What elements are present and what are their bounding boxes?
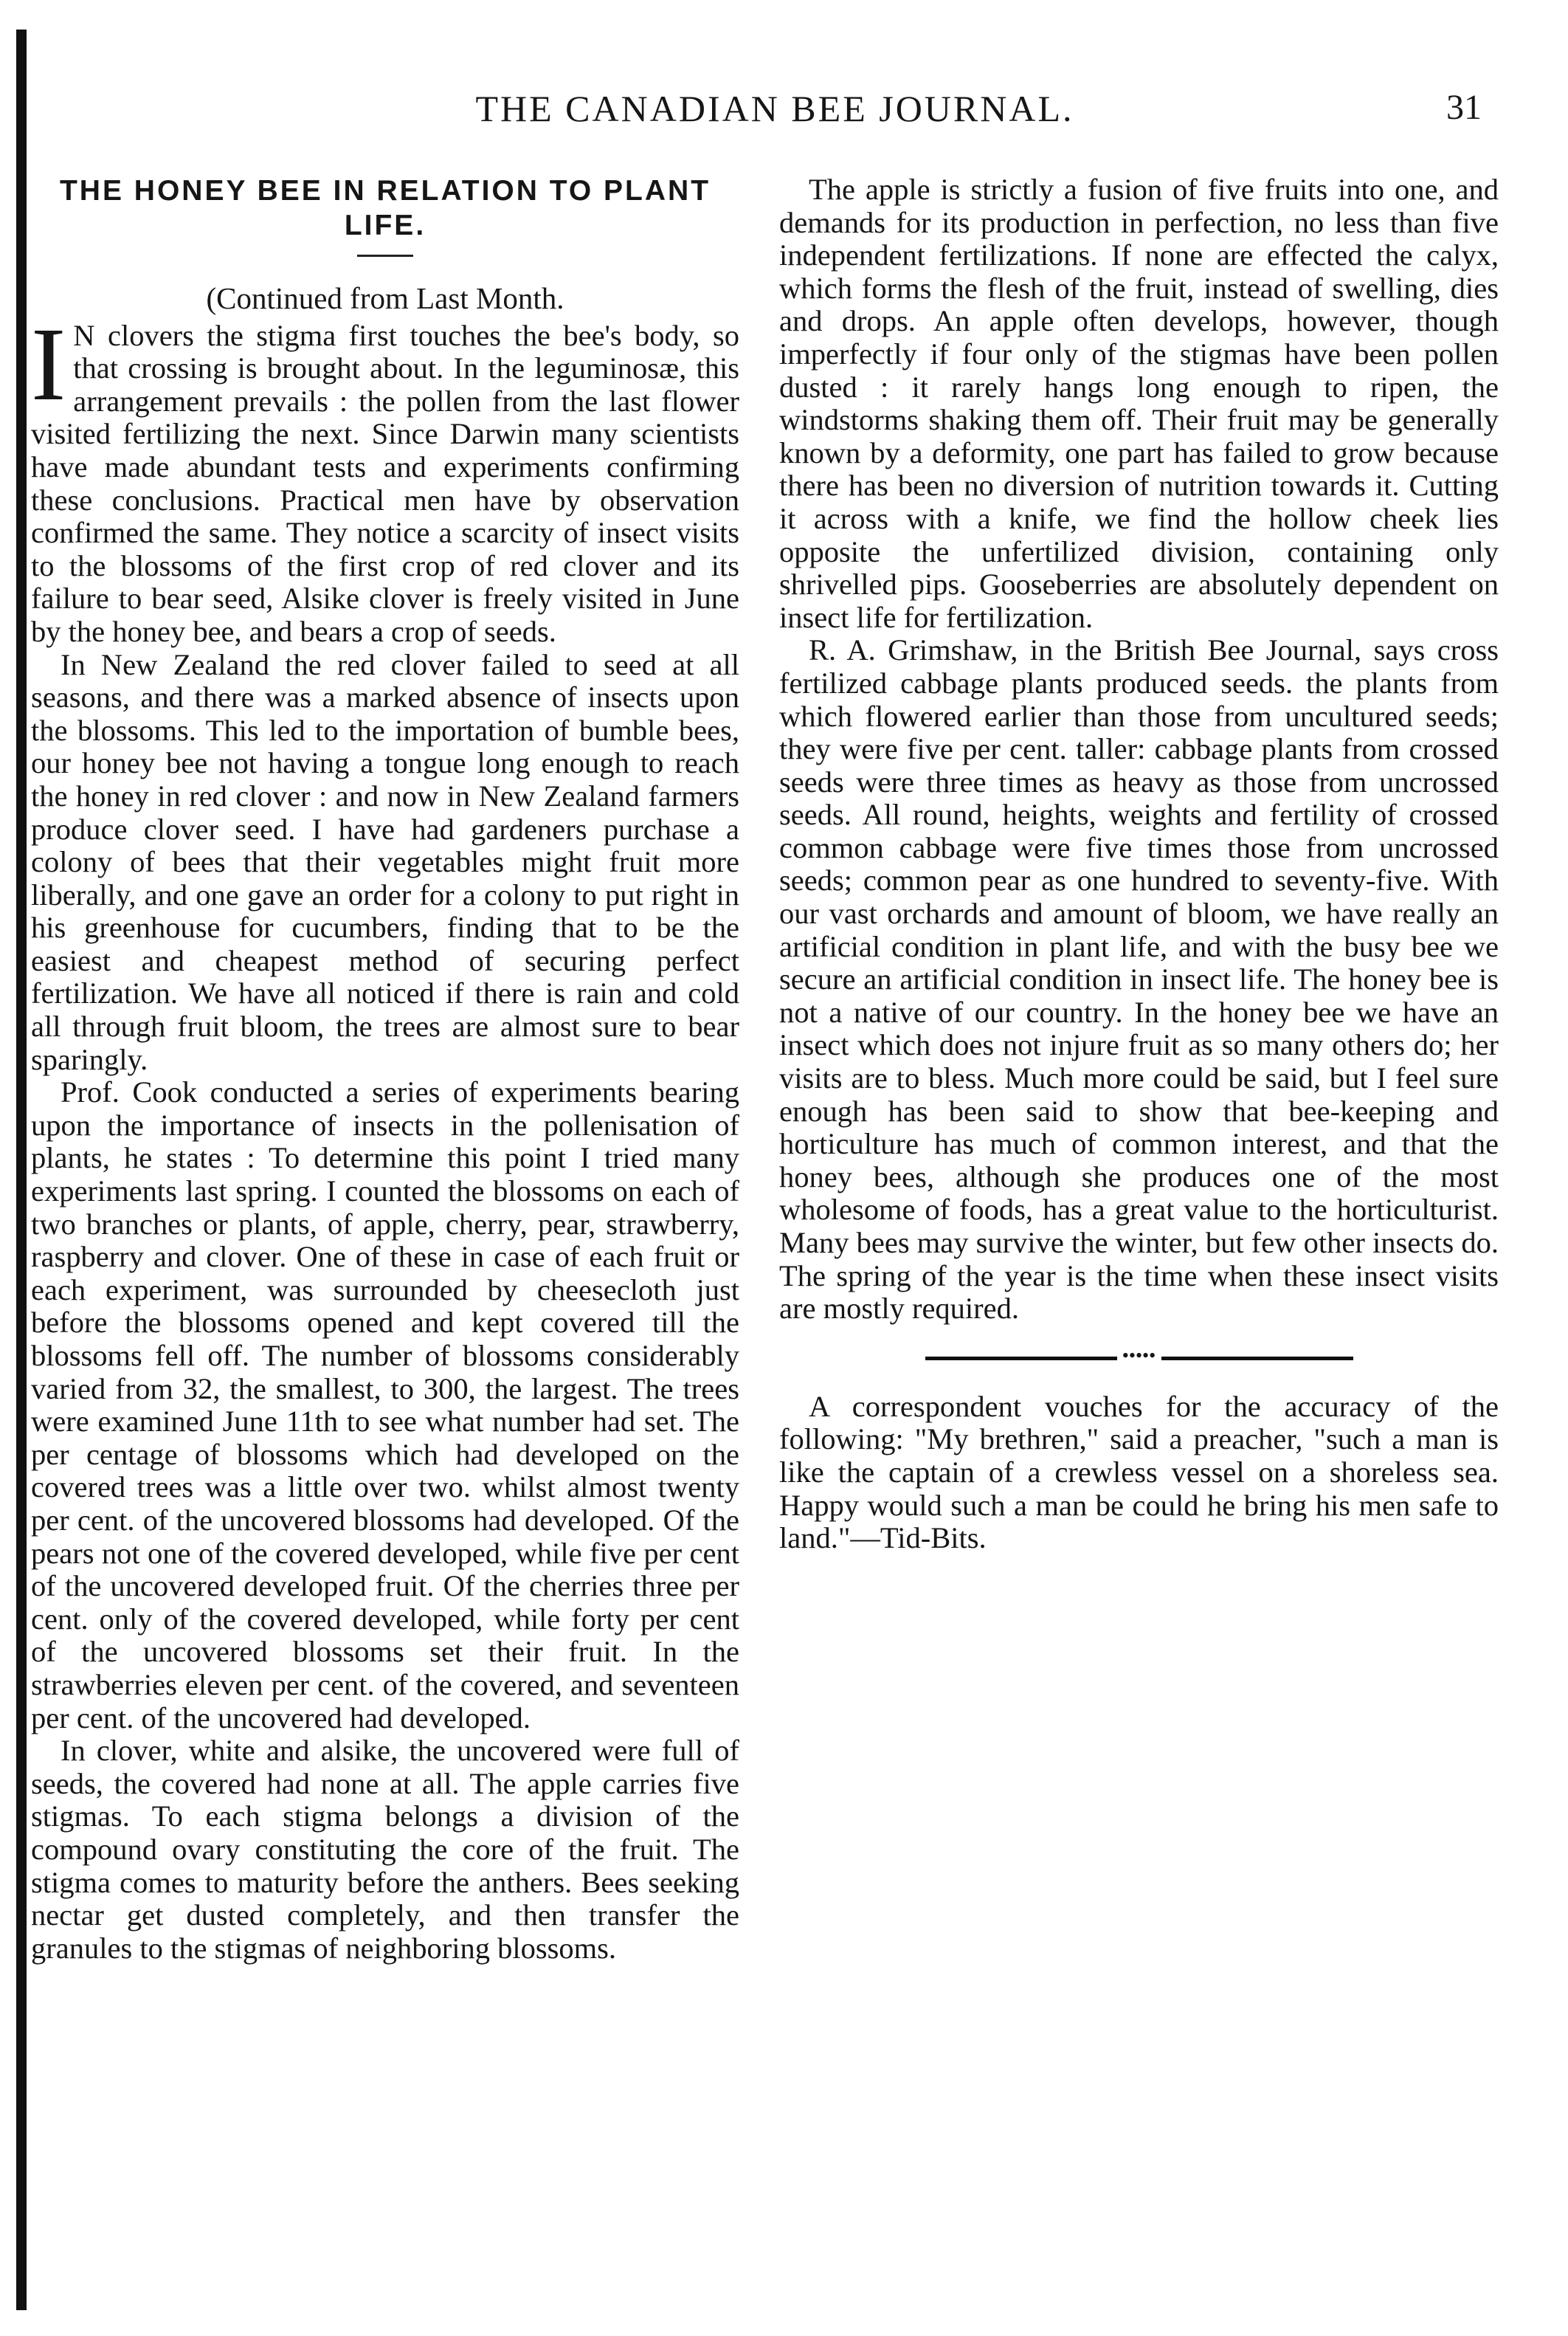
left-column [31,173,739,1965]
divider-line-right [1161,1357,1353,1360]
filler-anecdote: A correspondent vouches for the accuracy of the following: "My brethren," said a preacher, "such a man is like the captain of a crewless vessel on a shoreless sea. Happy would such a man be could he bring his men safe to land."—Tid-Bits. [779,1389,1499,1555]
right-column [779,173,1499,1555]
page-number: 31 [1446,88,1482,127]
paragraph-1 [31,305,739,649]
paragraph-2: In New Zealand the red clover failed to seed at all seasons, and there was a marked absence of insects upon the blossoms. This led to the importation of bumble bees, our honey bee not having a tongue long enough to reach the honey in red clover : and now in New Zealand farmers produce clover seed. I have had gardeners purchase a colony of bees that their vegetables might fruit more liberally, and one gave an order for a colony to put right in his greenhouse for cucumbers, finding that to be the easiest and cheapest method of securing perfect fertilization. We have all noticed if there is rain and cold all through fruit bloom, the trees are almost sure to bear sparingly. [31,647,739,1076]
paragraph-5: The apple is strictly a fusion of five fruits into one, and demands for its production in perfection, no less than five independent fertilizations. If none are effected the calyx, which forms the flesh of the fruit, instead of swelling, dies and drops. An apple often develops, however, though imperfectly if four only of the stigmas have been pollen dusted : it rarely hangs long enough to ripen, the windstorms shaking them off. Their fruit may be generally known by a deformity, one part has failed to grow because there has been no diversion of nutrition towards it. Cutting it across with a knife, we find the hollow cheek lies opposite the unfertilized division, containing only shrivelled pips. Gooseberries are absolutely dependent on insect life for fertilization. [779,173,1499,634]
drop-cap: I [31,305,66,422]
article-title: THE HONEY BEE IN RELATION TO PLANT LIFE. [59,175,711,241]
paragraph-6: R. A. Grimshaw, in the British Bee Journal, says cross fertilized cabbage plants produced seeds. the plants from which flowered earlier than those from uncultured seeds; they were five per cent. taller: cabbage plants from crossed seeds were three times as heavy as those from uncrossed seeds. All round, heights, weights and fertility of crossed common cabbage were five times those from uncrossed seeds; common pear as one hundred to seventy-five. With our vast orchards and amount of bloom, we have really an artificial condition in plant life, and with the busy bee we secure an artificial condition in insect life. The honey bee is not a native of our country. In the honey bee we have an insect which does not injure fruit as so many others do; her visits are to bless. Much more could be said, but I feel sure enough has been said to show that bee-keeping and horticulture has much of common interest, and that the honey bees, although she produces one of the most wholesome of foods, has a great value to the horticulturist. Many bees may survive the winter, but few other insects do. The spring of the year is the time when these insect visits are mostly required. [779,633,1499,1326]
title-rule [357,255,413,257]
binding-edge-rule [16,30,27,2310]
paragraph-3: Prof. Cook conducted a series of experiments bearing upon the importance of insects in the pollenisation of plants, he states : To determine this point I tried many experiments last spring. I counted the blossoms on each of two branches or plants, of apple, cherry, pear, strawberry, raspberry and clover. One of these in case of each fruit or each experiment, was surrounded by cheesecloth just before the blossoms opened and kept covered till the blossoms fell off. The number of blossoms considerably varied from 32, the smallest, to 300, the largest. The trees were examined June 11th to see what number had set. The per centage of blossoms which had developed on the covered trees was a little over two. whilst almost twenty per cent. of the uncovered blossoms had developed. Of the pears not one of the covered developed, while five per cent of the uncovered developed fruit. Of the cherries three per cent. only of the covered developed, while forty per cent of the uncovered blossoms set their fruit. In the strawberries eleven per cent. of the covered, and seventeen per cent. of the uncovered had developed. [31,1075,739,1734]
continued-note: (Continued from Last Month. [206,281,564,315]
paragraph-4: In clover, white and alsike, the uncovered were full of seeds, the covered had none at all. The apple carries five stigmas. To each stigma belongs a division of the compound ovary constituting the core of the fruit. The stigma comes to maturity before the anthers. Bees seeking nectar get dusted completely, and then transfer the granules to the stigmas of neighboring blossoms. [31,1734,739,1965]
divider-dots: ••••• [1122,1344,1156,1366]
section-divider-ornament [925,1344,1353,1366]
paragraph-1-text: N clovers the stigma first touches the bee's body, so that crossing is brought about. In the leguminosæ, this arrangement prevails : the pollen from the last flower visited fertilizing the next. Since Darwin many scientists have made abundant tests and experiments confirming these conclusions. Practical men have by observation confirmed the same. They notice a scarcity of insect visits to the blossoms of the first crop of red clover and its failure to bear seed, Alsike clover is freely visited in June by the honey bee, and bears a crop of seeds. [31,318,739,648]
divider-line-left [925,1357,1117,1360]
running-head [0,87,1568,139]
journal-title: THE CANADIAN BEE JOURNAL. [475,88,1074,129]
